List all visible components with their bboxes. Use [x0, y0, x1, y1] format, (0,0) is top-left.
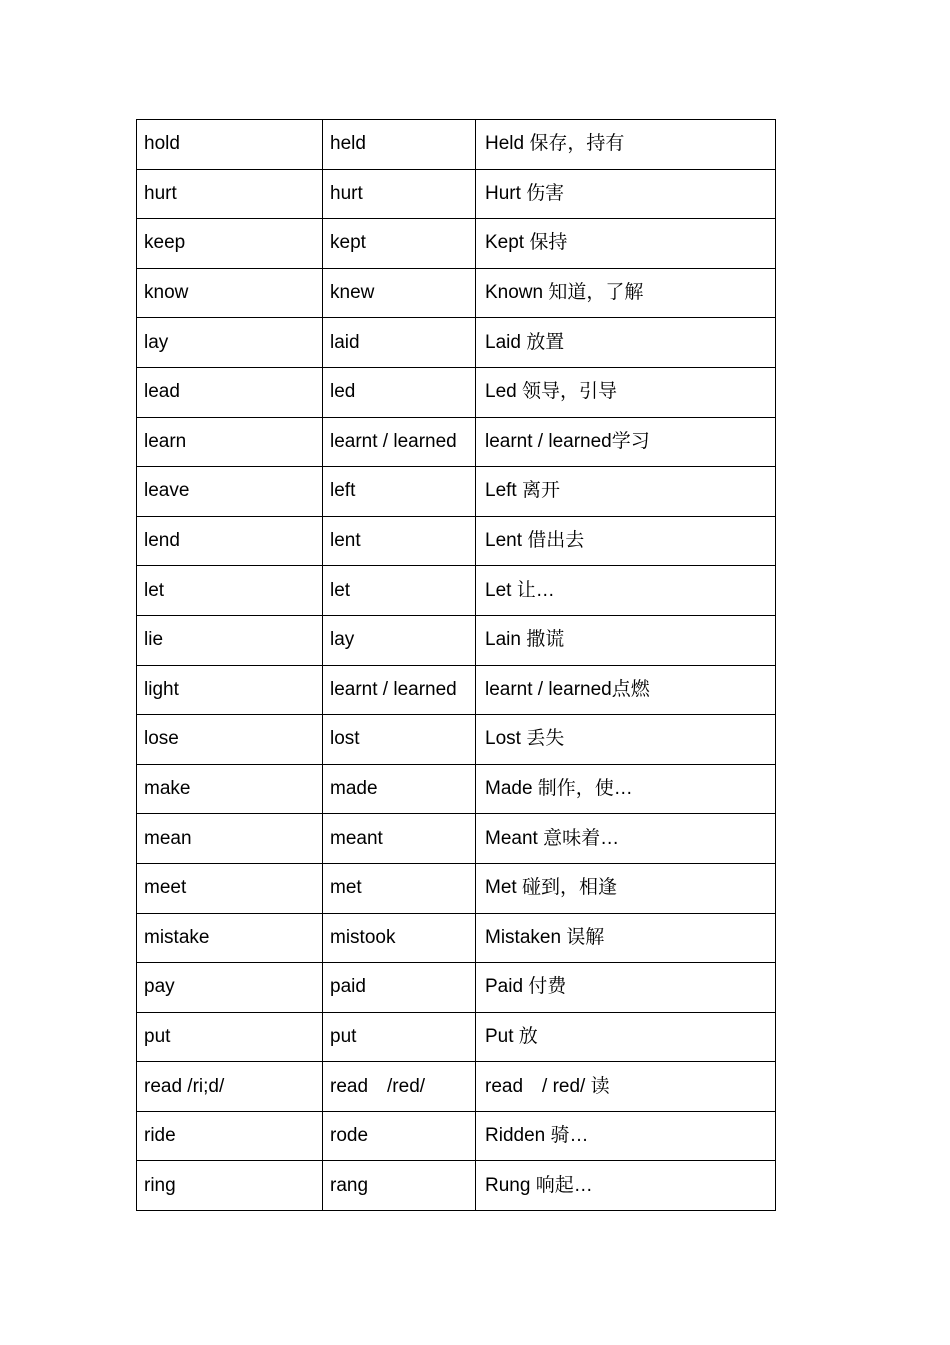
base-form-cell: hurt — [137, 169, 323, 219]
participle-meaning-cell: Lost 丢失 — [476, 715, 776, 765]
past-tense-cell: learnt / learned — [323, 417, 476, 467]
past-tense-cell: lost — [323, 715, 476, 765]
participle-meaning-cell: Rung 响起… — [476, 1161, 776, 1211]
past-tense-cell: read /red/ — [323, 1062, 476, 1112]
past-tense-cell: kept — [323, 219, 476, 269]
table-row — [137, 120, 776, 170]
base-form-cell: put — [137, 1012, 323, 1062]
participle-meaning-cell: Lent 借出去 — [476, 516, 776, 566]
past-tense-cell: rode — [323, 1111, 476, 1161]
participle-meaning-cell: Held 保存，持有 — [476, 120, 776, 170]
past-tense-cell: lent — [323, 516, 476, 566]
participle-meaning-cell: Kept 保持 — [476, 219, 776, 269]
past-tense-cell: learnt / learned — [323, 665, 476, 715]
base-form-cell: lend — [137, 516, 323, 566]
table-row — [137, 1012, 776, 1062]
base-form-cell: lie — [137, 615, 323, 665]
table-row — [137, 318, 776, 368]
table-row — [137, 417, 776, 467]
participle-meaning-cell: Ridden 骑… — [476, 1111, 776, 1161]
past-tense-cell: mistook — [323, 913, 476, 963]
participle-meaning-cell: Known 知道，了解 — [476, 268, 776, 318]
table-row — [137, 1161, 776, 1211]
base-form-cell: ring — [137, 1161, 323, 1211]
table-row — [137, 467, 776, 517]
participle-meaning-cell: Lain 撒谎 — [476, 615, 776, 665]
base-form-cell: let — [137, 566, 323, 616]
participle-meaning-cell: learnt / learned学习 — [476, 417, 776, 467]
past-tense-cell: paid — [323, 963, 476, 1013]
verb-table-body — [137, 120, 776, 1211]
base-form-cell: ride — [137, 1111, 323, 1161]
table-row — [137, 219, 776, 269]
table-row — [137, 814, 776, 864]
table-row — [137, 963, 776, 1013]
irregular-verb-table — [136, 119, 776, 1211]
base-form-cell: hold — [137, 120, 323, 170]
participle-meaning-cell: Met 碰到，相逢 — [476, 863, 776, 913]
participle-meaning-cell: Mistaken 误解 — [476, 913, 776, 963]
table-row — [137, 715, 776, 765]
base-form-cell: know — [137, 268, 323, 318]
base-form-cell: read /ri;d/ — [137, 1062, 323, 1112]
past-tense-cell: held — [323, 120, 476, 170]
table-row — [137, 913, 776, 963]
past-tense-cell: knew — [323, 268, 476, 318]
participle-meaning-cell: Laid 放置 — [476, 318, 776, 368]
participle-meaning-cell: Paid 付费 — [476, 963, 776, 1013]
past-tense-cell: rang — [323, 1161, 476, 1211]
past-tense-cell: led — [323, 367, 476, 417]
table-row — [137, 764, 776, 814]
base-form-cell: meet — [137, 863, 323, 913]
past-tense-cell: left — [323, 467, 476, 517]
participle-meaning-cell: Left 离开 — [476, 467, 776, 517]
base-form-cell: keep — [137, 219, 323, 269]
base-form-cell: mean — [137, 814, 323, 864]
table-row — [137, 516, 776, 566]
past-tense-cell: meant — [323, 814, 476, 864]
base-form-cell: light — [137, 665, 323, 715]
base-form-cell: make — [137, 764, 323, 814]
table-row — [137, 169, 776, 219]
participle-meaning-cell: read / red/ 读 — [476, 1062, 776, 1112]
base-form-cell: mistake — [137, 913, 323, 963]
participle-meaning-cell: learnt / learned点燃 — [476, 665, 776, 715]
base-form-cell: pay — [137, 963, 323, 1013]
past-tense-cell: let — [323, 566, 476, 616]
base-form-cell: lose — [137, 715, 323, 765]
past-tense-cell: laid — [323, 318, 476, 368]
base-form-cell: leave — [137, 467, 323, 517]
base-form-cell: lead — [137, 367, 323, 417]
table-row — [137, 615, 776, 665]
table-row — [137, 367, 776, 417]
participle-meaning-cell: Made 制作，使… — [476, 764, 776, 814]
base-form-cell: lay — [137, 318, 323, 368]
participle-meaning-cell: Hurt 伤害 — [476, 169, 776, 219]
table-row — [137, 665, 776, 715]
table-row — [137, 1111, 776, 1161]
participle-meaning-cell: Led 领导，引导 — [476, 367, 776, 417]
table-row — [137, 268, 776, 318]
base-form-cell: learn — [137, 417, 323, 467]
past-tense-cell: made — [323, 764, 476, 814]
past-tense-cell: hurt — [323, 169, 476, 219]
table-row — [137, 1062, 776, 1112]
participle-meaning-cell: Put 放 — [476, 1012, 776, 1062]
participle-meaning-cell: Meant 意味着… — [476, 814, 776, 864]
past-tense-cell: put — [323, 1012, 476, 1062]
past-tense-cell: lay — [323, 615, 476, 665]
table-row — [137, 566, 776, 616]
participle-meaning-cell: Let 让… — [476, 566, 776, 616]
table-row — [137, 863, 776, 913]
past-tense-cell: met — [323, 863, 476, 913]
